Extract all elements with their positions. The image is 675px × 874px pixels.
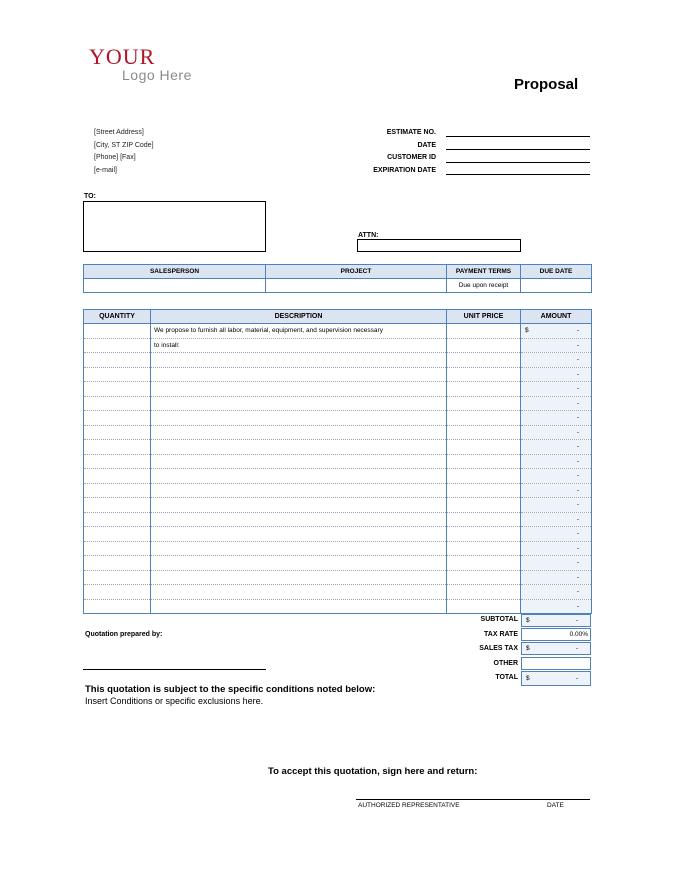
quantity-cell[interactable] xyxy=(84,599,151,614)
tax-rate-label: TAX RATE xyxy=(484,631,518,638)
description-cell[interactable] xyxy=(151,367,447,382)
description-cell[interactable] xyxy=(151,498,447,513)
table-row xyxy=(84,483,592,498)
dash-value: - xyxy=(576,414,579,422)
quantity-cell[interactable] xyxy=(84,411,151,426)
unit-price-cell[interactable] xyxy=(447,396,521,411)
unit-price-cell[interactable] xyxy=(447,512,521,527)
table-row xyxy=(84,425,592,440)
description-cell[interactable]: to install: xyxy=(151,338,447,353)
unit-price-cell[interactable] xyxy=(447,324,521,339)
dash-value: - xyxy=(576,602,579,610)
dash-value: - xyxy=(576,399,579,407)
table-row xyxy=(84,599,592,614)
amount-cell xyxy=(521,512,592,527)
dash-value: - xyxy=(576,428,579,436)
expiration-date-label: EXPIRATION DATE xyxy=(373,167,436,174)
table-row xyxy=(84,541,592,556)
description-header: DESCRIPTION xyxy=(151,310,447,324)
amount-cell xyxy=(521,599,592,614)
customer-id-field[interactable] xyxy=(446,162,590,163)
quantity-cell[interactable] xyxy=(84,498,151,513)
description-cell[interactable] xyxy=(151,556,447,571)
payment-terms-cell[interactable]: Due upon receipt xyxy=(447,279,521,293)
attn-label: ATTN: xyxy=(358,232,379,239)
total-cell xyxy=(521,671,591,686)
amount-cell xyxy=(521,396,592,411)
table-row xyxy=(84,382,592,397)
quantity-cell[interactable] xyxy=(84,425,151,440)
unit-price-cell[interactable] xyxy=(447,541,521,556)
quantity-cell[interactable] xyxy=(84,585,151,600)
description-cell[interactable] xyxy=(151,425,447,440)
table-row xyxy=(84,556,592,571)
dash-value: - xyxy=(576,370,579,378)
unit-price-cell[interactable] xyxy=(447,599,521,614)
date-field[interactable] xyxy=(446,149,590,150)
amount-header: AMOUNT xyxy=(521,310,592,324)
attn-box[interactable] xyxy=(357,239,521,252)
unit-price-cell[interactable] xyxy=(447,483,521,498)
to-box[interactable] xyxy=(83,201,266,252)
table-row xyxy=(84,411,592,426)
dash-value: - xyxy=(576,472,579,480)
signature-date-label: DATE xyxy=(547,802,564,809)
description-cell[interactable] xyxy=(151,585,447,600)
quantity-cell[interactable] xyxy=(84,396,151,411)
tax-rate-value: 0.00% xyxy=(569,631,588,638)
subtotal-label: SUBTOTAL xyxy=(480,616,518,623)
description-cell[interactable] xyxy=(151,353,447,368)
description-cell[interactable] xyxy=(151,469,447,484)
project-cell[interactable] xyxy=(266,279,447,293)
to-label: TO: xyxy=(84,193,96,200)
unit-price-cell[interactable] xyxy=(447,425,521,440)
quantity-cell[interactable] xyxy=(84,367,151,382)
estimate-no-label: ESTIMATE NO. xyxy=(386,129,436,136)
amount-cell xyxy=(521,425,592,440)
dash-value: - xyxy=(575,675,578,682)
amount-cell xyxy=(521,411,592,426)
info-table xyxy=(83,264,592,293)
logo-your: YOUR xyxy=(89,44,156,69)
description-cell[interactable] xyxy=(151,599,447,614)
amount-cell xyxy=(521,570,592,585)
amount-cell xyxy=(521,541,592,556)
other-label: OTHER xyxy=(493,660,518,667)
tax-rate-cell[interactable] xyxy=(521,628,591,641)
dash-value: - xyxy=(576,544,579,552)
customer-id-label: CUSTOMER ID xyxy=(387,154,436,161)
description-cell[interactable] xyxy=(151,570,447,585)
table-row xyxy=(84,396,592,411)
description-cell[interactable] xyxy=(151,512,447,527)
other-cell[interactable] xyxy=(521,657,591,670)
description-cell[interactable] xyxy=(151,411,447,426)
subtotal-cell xyxy=(521,614,591,627)
currency-symbol: $ xyxy=(525,327,529,335)
amount-cell xyxy=(521,324,592,339)
description-cell[interactable] xyxy=(151,454,447,469)
dash-value: - xyxy=(576,341,579,349)
table-row xyxy=(84,585,592,600)
table-row xyxy=(84,454,592,469)
dash-value: - xyxy=(576,356,579,364)
quantity-cell[interactable] xyxy=(84,556,151,571)
dash-value: - xyxy=(576,457,579,465)
conditions-heading: This quotation is subject to the specific conditions noted below: xyxy=(85,684,376,695)
table-row xyxy=(84,469,592,484)
city-zip: [City, ST ZIP Code] xyxy=(94,142,154,149)
amount-cell xyxy=(521,498,592,513)
quantity-cell[interactable] xyxy=(84,324,151,339)
currency-symbol: $ xyxy=(526,675,530,682)
table-row xyxy=(84,338,592,353)
table-row xyxy=(84,324,592,339)
dash-value: - xyxy=(576,486,579,494)
due-date-cell[interactable] xyxy=(521,279,592,293)
unit-price-cell[interactable] xyxy=(447,527,521,542)
quantity-cell[interactable] xyxy=(84,382,151,397)
dash-value: - xyxy=(576,515,579,523)
currency-symbol: $ xyxy=(526,645,530,652)
quantity-cell[interactable] xyxy=(84,512,151,527)
estimate-no-field[interactable] xyxy=(446,136,590,137)
dash-value: - xyxy=(576,573,579,581)
table-row xyxy=(84,367,592,382)
quantity-cell[interactable] xyxy=(84,469,151,484)
amount-cell xyxy=(521,367,592,382)
description-cell[interactable] xyxy=(151,396,447,411)
dash-value: - xyxy=(576,530,579,538)
unit-price-header: UNIT PRICE xyxy=(447,310,521,324)
street-address: [Street Address] xyxy=(94,129,144,136)
prepared-by-label: Quotation prepared by: xyxy=(85,631,163,638)
amount-cell xyxy=(521,382,592,397)
description-cell[interactable] xyxy=(151,483,447,498)
description-cell[interactable]: We propose to furnish all labor, material, equipment, and supervision necessary xyxy=(151,324,447,339)
table-row xyxy=(84,440,592,455)
dash-value: - xyxy=(576,588,579,596)
email-address: [e-mail] xyxy=(94,167,117,174)
unit-price-cell[interactable] xyxy=(447,411,521,426)
unit-price-cell[interactable] xyxy=(447,440,521,455)
quantity-header: QUANTITY xyxy=(84,310,151,324)
conditions-text[interactable]: Insert Conditions or specific exclusions here. xyxy=(85,696,264,706)
project-header: PROJECT xyxy=(266,265,447,279)
unit-price-cell[interactable] xyxy=(447,382,521,397)
due-date-header: DUE DATE xyxy=(521,265,592,279)
salesperson-header: SALESPERSON xyxy=(84,265,266,279)
table-row xyxy=(84,353,592,368)
phone-fax: [Phone] [Fax] xyxy=(94,154,136,161)
signature-line[interactable] xyxy=(356,799,590,800)
amount-cell xyxy=(521,527,592,542)
logo-here: Logo Here xyxy=(122,67,192,83)
description-cell[interactable] xyxy=(151,440,447,455)
quantity-cell[interactable] xyxy=(84,570,151,585)
dash-value: - xyxy=(576,501,579,509)
dash-value: - xyxy=(575,645,578,652)
authorized-rep-label: AUTHORIZED REPRESENTATIVE xyxy=(358,802,460,809)
description-cell[interactable] xyxy=(151,382,447,397)
amount-cell xyxy=(521,556,592,571)
unit-price-cell[interactable] xyxy=(447,585,521,600)
payment-terms-header: PAYMENT TERMS xyxy=(447,265,521,279)
quantity-cell[interactable] xyxy=(84,440,151,455)
quantity-cell[interactable] xyxy=(84,483,151,498)
sales-tax-label: SALES TAX xyxy=(479,645,518,652)
dash-value: - xyxy=(576,385,579,393)
unit-price-cell[interactable] xyxy=(447,498,521,513)
amount-cell xyxy=(521,353,592,368)
unit-price-cell[interactable] xyxy=(447,469,521,484)
amount-cell xyxy=(521,483,592,498)
date-label: DATE xyxy=(417,142,436,149)
table-row xyxy=(84,570,592,585)
dash-value: - xyxy=(576,327,579,335)
dash-value: - xyxy=(575,617,578,624)
amount-cell xyxy=(521,585,592,600)
sales-tax-cell xyxy=(521,642,591,655)
expiration-date-field[interactable] xyxy=(446,174,590,175)
total-label: TOTAL xyxy=(495,674,518,681)
items-table xyxy=(83,309,592,614)
amount-cell xyxy=(521,469,592,484)
currency-symbol: $ xyxy=(526,617,530,624)
description-cell[interactable] xyxy=(151,527,447,542)
table-row xyxy=(84,527,592,542)
salesperson-cell[interactable] xyxy=(84,279,266,293)
dash-value: - xyxy=(576,559,579,567)
document-title: Proposal xyxy=(514,76,579,93)
unit-price-cell[interactable] xyxy=(447,454,521,469)
prepared-by-line[interactable] xyxy=(83,669,266,670)
quantity-cell[interactable] xyxy=(84,454,151,469)
quantity-cell[interactable] xyxy=(84,541,151,556)
amount-cell xyxy=(521,454,592,469)
quantity-cell[interactable] xyxy=(84,353,151,368)
amount-cell xyxy=(521,338,592,353)
unit-price-cell[interactable] xyxy=(447,338,521,353)
unit-price-cell[interactable] xyxy=(447,367,521,382)
dash-value: - xyxy=(576,443,579,451)
amount-cell xyxy=(521,440,592,455)
description-cell[interactable] xyxy=(151,541,447,556)
table-row xyxy=(84,512,592,527)
unit-price-cell[interactable] xyxy=(447,570,521,585)
accept-text: To accept this quotation, sign here and return: xyxy=(268,766,478,777)
quantity-cell[interactable] xyxy=(84,338,151,353)
quantity-cell[interactable] xyxy=(84,527,151,542)
unit-price-cell[interactable] xyxy=(447,353,521,368)
unit-price-cell[interactable] xyxy=(447,556,521,571)
table-row xyxy=(84,498,592,513)
